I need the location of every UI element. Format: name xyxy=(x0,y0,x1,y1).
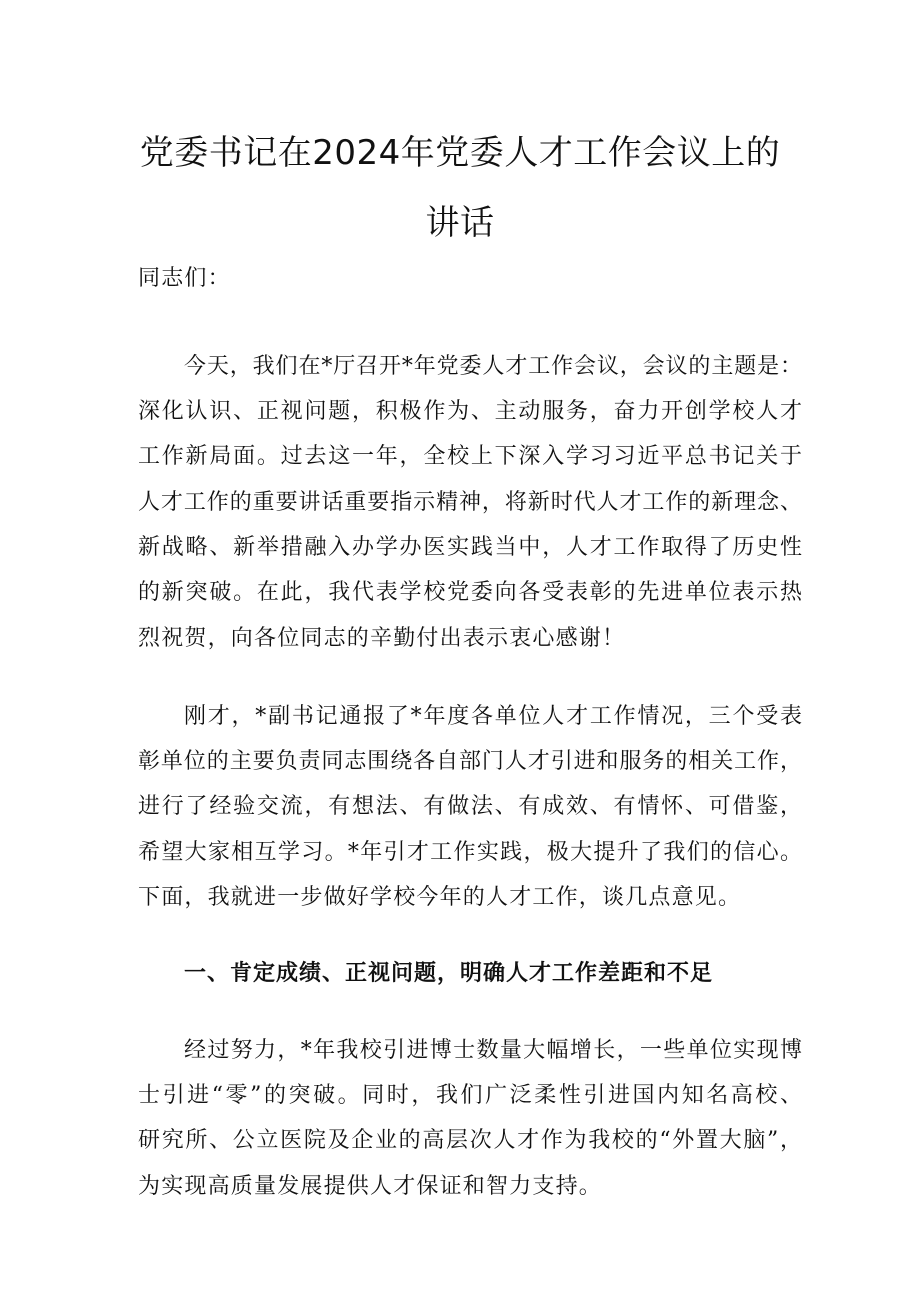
paragraph-1-line-5: 新战略、新举措融入办学办医实践当中，人才工作取得了历史性 xyxy=(138,535,802,560)
paragraph-2-line-1: 刚才，*副书记通报了*年度各单位人才工作情况，三个受表 xyxy=(184,704,802,729)
document-title-line-2: 讲话 xyxy=(425,203,495,243)
paragraph-2-line-5: 下面，我就进一步做好学校今年的人才工作，谈几点意见。 xyxy=(138,885,742,910)
paragraph-1-line-7: 烈祝贺，向各位同志的辛勤付出表示衷心感谢！ xyxy=(138,626,626,651)
document-title-line-1: 党委书记在2024年党委人才工作会议上的 xyxy=(139,133,781,173)
paragraph-1-line-1: 今天，我们在*厅召开*年党委人才工作会议，会议的主题是： xyxy=(184,354,802,379)
paragraph-1-line-3: 工作新局面。过去这一年，全校上下深入学习习近平总书记关于 xyxy=(138,444,802,469)
paragraph-3-line-2: 士引进“零”的突破。同时，我们广泛柔性引进国内知名高校、 xyxy=(138,1083,802,1108)
salutation: 同志们： xyxy=(138,266,231,291)
paragraph-1-line-6: 的新突破。在此，我代表学校党委向各受表彰的先进单位表示热 xyxy=(138,580,802,605)
paragraph-3-line-1: 经过努力，*年我校引进博士数量大幅增长，一些单位实现博 xyxy=(184,1038,802,1063)
paragraph-3-line-3: 研究所、公立医院及企业的高层次人才作为我校的“外置大脑”， xyxy=(138,1128,802,1153)
paragraph-2-line-4: 希望大家相互学习。*年引才工作实践，极大提升了我们的信心。 xyxy=(138,840,802,865)
paragraph-1-line-2: 深化认识、正视问题，积极作为、主动服务，奋力开创学校人才 xyxy=(138,399,802,424)
section-1-heading: 一、肯定成绩、正视问题，明确人才工作差距和不足 xyxy=(184,961,714,986)
paragraph-2-line-2: 彰单位的主要负责同志围绕各自部门人才引进和服务的相关工作， xyxy=(138,749,802,774)
paragraph-1-line-4: 人才工作的重要讲话重要指示精神，将新时代人才工作的新理念、 xyxy=(138,490,802,515)
paragraph-2-line-3: 进行了经验交流，有想法、有做法、有成效、有情怀、可借鉴， xyxy=(138,794,802,819)
paragraph-3-line-4: 为实现高质量发展提供人才保证和智力支持。 xyxy=(138,1174,603,1199)
